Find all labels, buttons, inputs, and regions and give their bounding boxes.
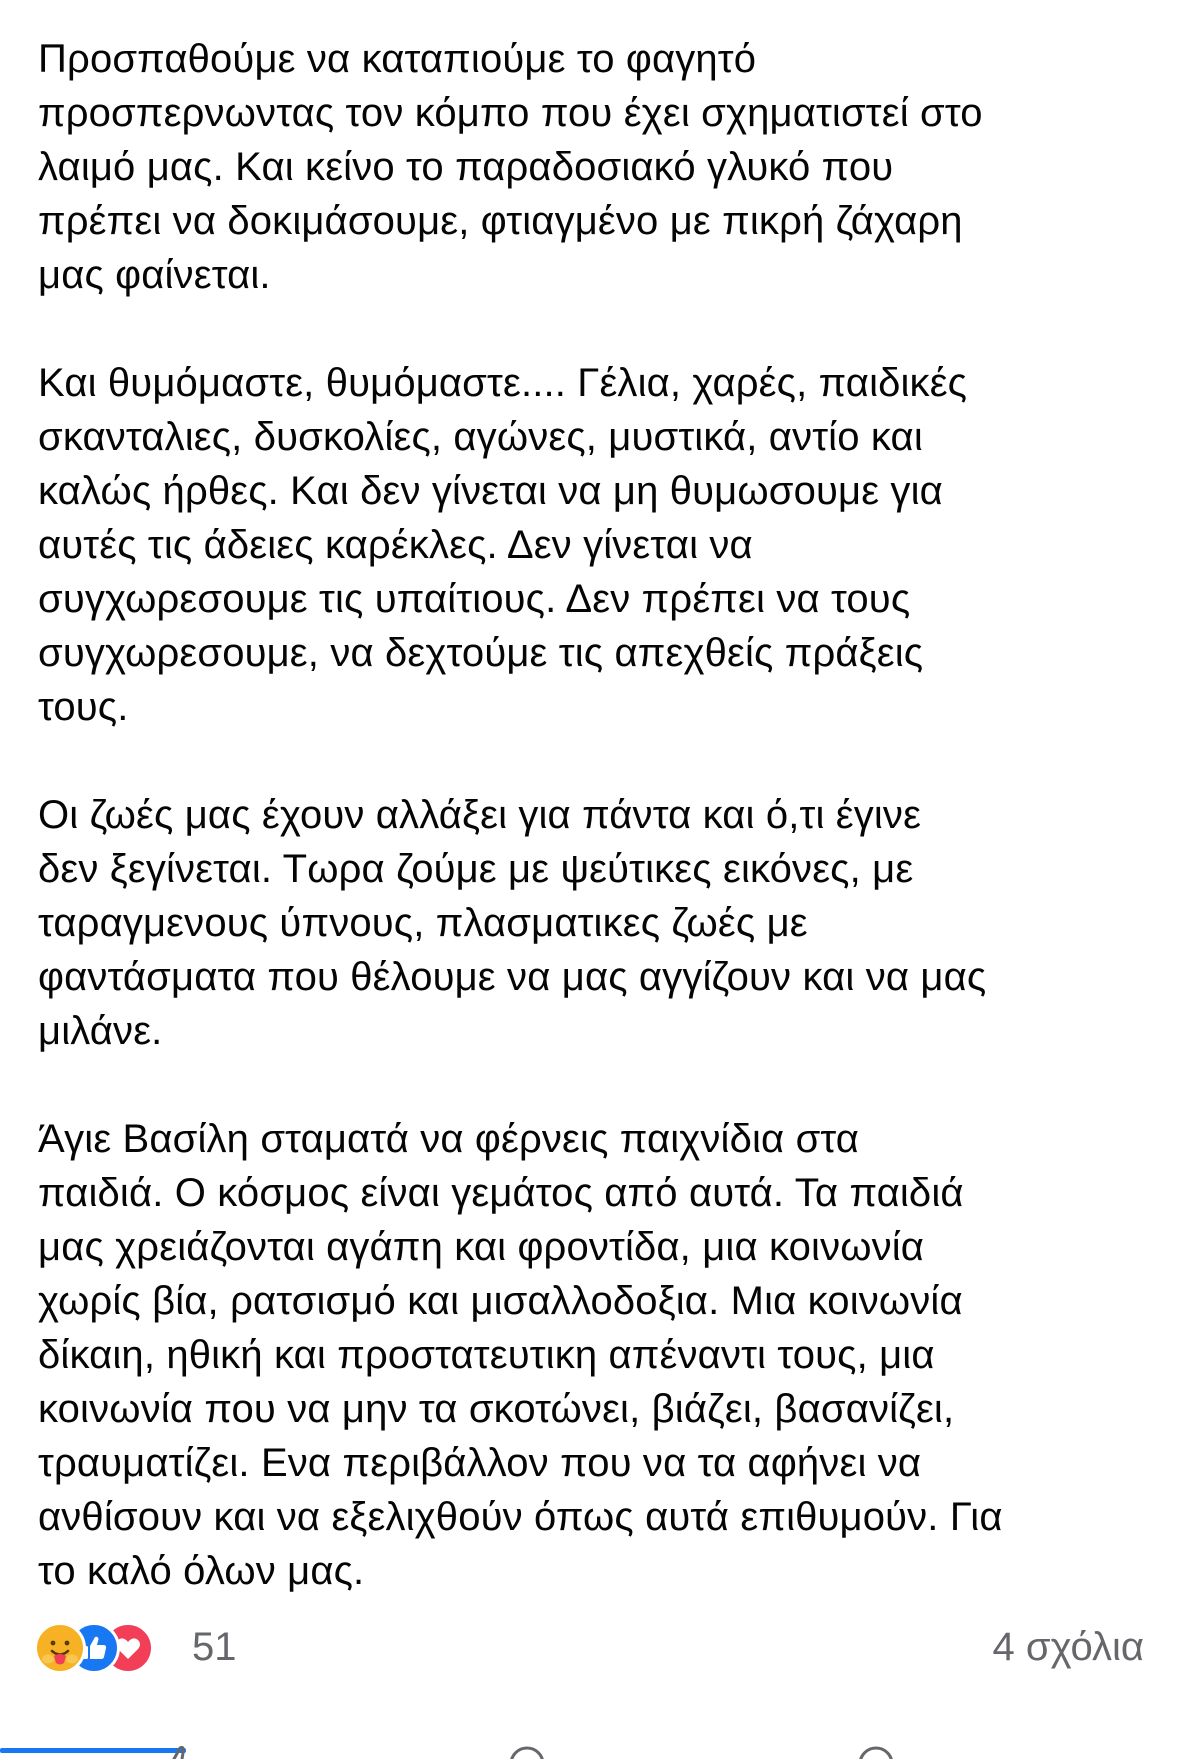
active-tab-indicator — [0, 1748, 186, 1753]
post-text-line: παιδιά. Ο κόσμος είναι γεμάτος από αυτά. Τα παιδιά — [38, 1171, 964, 1215]
post-text-line: αυτές τις άδειες καρέκλες. Δεν γίνεται να — [38, 523, 753, 567]
reaction-icons-button[interactable] — [34, 1622, 194, 1672]
comment-action-icon[interactable] — [507, 1736, 547, 1759]
post-text-line: Και θυμόμαστε, θυμόμαστε.... Γέλια, χαρές, παιδικές — [38, 361, 968, 405]
post-text-line: λαιμό μας. Και κείνο το παραδοσιακό γλυκό που — [38, 145, 894, 189]
comments-count-link[interactable]: 4 σχόλια — [992, 1625, 1144, 1669]
share-action-icon[interactable] — [856, 1736, 896, 1759]
post-text-line: χωρίς βία, ρατσισμό και μισαλλοδοξια. Μια κοινωνία — [38, 1279, 963, 1323]
post-action-bar — [0, 1736, 1179, 1759]
post-text-line: συγχωρεσουμε τις υπαίτιους. Δεν πρέπει να τους — [38, 577, 911, 621]
post-text-line: συγχωρεσουμε, να δεχτούμε τις απεχθείς πράξεις — [38, 631, 924, 675]
care-reaction-icon — [34, 1622, 86, 1674]
post-text-line: ταραγμενους ύπνους, πλασματικες ζωές με — [38, 901, 808, 945]
post-text-line: δεν ξεγίνεται. Τωρα ζούμε με ψεύτικες εικόνες, με — [38, 847, 914, 891]
post-text-line: τραυματίζει. Ενα περιβάλλον που να τα αφήνει να — [38, 1441, 922, 1485]
post-text-line: μας χρειάζονται αγάπη και φροντίδα, μια κοινωνία — [38, 1225, 925, 1269]
post-text-line: Προσπαθούμε να καταπιούμε το φαγητό — [38, 37, 757, 81]
post-text-line: ανθίσουν και να εξελιχθούν όπως αυτά επιθυμούν. Για — [38, 1495, 1003, 1539]
post-text-line: πρέπει να δοκιμάσουμε, φτιαγμένο με πικρή ζάχαρη — [38, 199, 963, 243]
like-action-icon[interactable] — [166, 1736, 206, 1759]
post-text-line: μιλάνε. — [38, 1009, 163, 1053]
post-text-line: το καλό όλων μας. — [38, 1549, 365, 1593]
post-paragraph-3 — [38, 788, 1148, 1058]
post-text-line: φαντάσματα που θέλουμε να μας αγγίζουν και να μας — [38, 955, 987, 999]
post-body — [38, 32, 1148, 1652]
post-text-line: τους. — [38, 685, 129, 729]
post-text-line: κοινωνία που να μην τα σκοτώνει, βιάζει, βασανίζει, — [38, 1387, 955, 1431]
post-text-line: σκανταλιες, δυσκολίες, αγώνες, μυστικά, αντίο και — [38, 415, 923, 459]
post-text-line: μας φαίνεται. — [38, 253, 271, 297]
post-text-line: δίκαιη, ηθική και προστατευτικη απέναντι τους, μια — [38, 1333, 935, 1377]
post-text-line: Οι ζωές μας έχουν αλλάξει για πάντα και ό,τι έγινε — [38, 793, 922, 837]
post-text-line: Άγιε Βασίλη σταματά να φέρνεις παιχνίδια στα — [38, 1117, 860, 1161]
post-paragraph-1 — [38, 32, 1148, 302]
post-paragraph-2 — [38, 356, 1148, 734]
reaction-count[interactable]: 51 — [192, 1625, 237, 1669]
post-paragraph-4 — [38, 1112, 1148, 1598]
post-text-line: καλώς ήρθες. Και δεν γίνεται να μη θυμωσουμε για — [38, 469, 943, 513]
reactions-summary — [34, 1616, 1144, 1676]
post-text-line: προσπερνωντας τον κόμπο που έχει σχηματιστεί στο — [38, 91, 983, 135]
